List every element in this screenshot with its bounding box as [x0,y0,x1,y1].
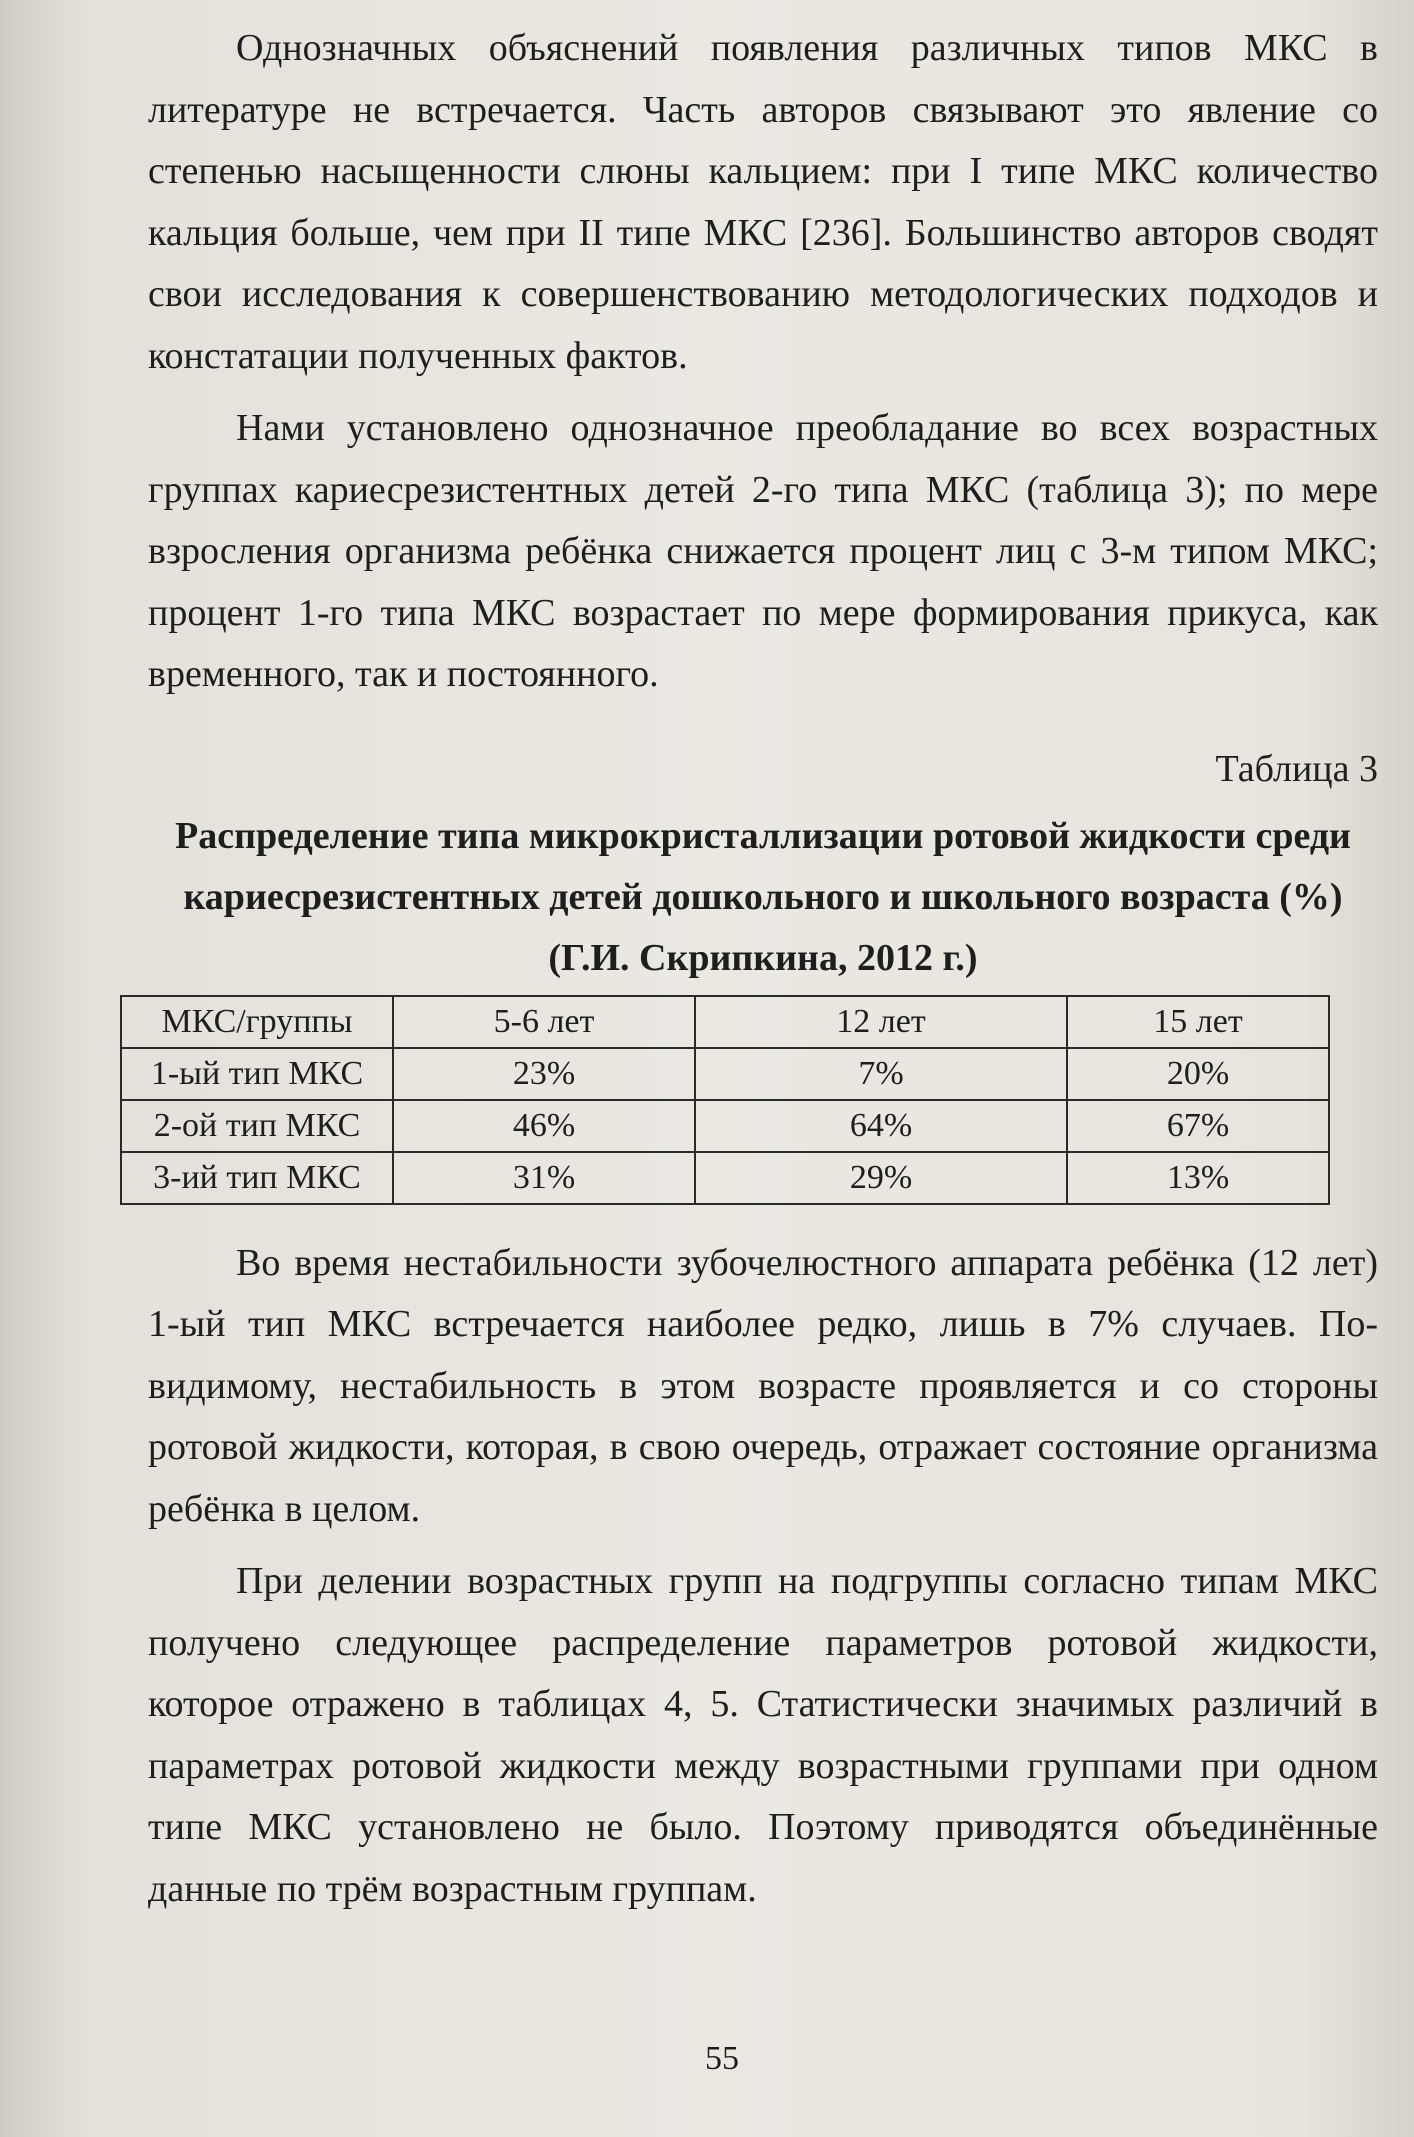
table-title: Распределение типа микрокристаллизации ротовой жидкости среди кариесрезистентных детей дошкольного и школьного возраста (%) [175,814,1351,918]
paragraph-intro: Однозначных объяснений появления различных типов МКС в литературе не встречается. Часть авторов связывают это явление со степенью насыщенности слюны кальцием: при I типе МКС количество кальция больше, чем при II типе МКС [236]. Большинство авторов сводят свои исследования к совершенствованию методологических подходов и констатации полученных фактов. [148,27,1378,377]
table-cell: 7% [695,1048,1067,1100]
paragraph-subgroups: При делении возрастных групп на подгруппы согласно типам МКС получено следующее распределение параметров ротовой жидкости, которое отражено в таблицах 4, 5. Статистически значимых различий в параметрах ротовой жидкости между возрастными группами при одном типе МКС установлено не было. Поэтому приводятся объединённые данные по трём возрастным группам. [148,1560,1378,1910]
table-cell: 13% [1067,1152,1329,1204]
table-cell: 23% [393,1048,695,1100]
table-row [121,1100,1329,1152]
table-author: (Г.И. Скрипкина, 2012 г.) [548,936,978,979]
header-cell: МКС/группы [121,996,393,1048]
table-cell: 67% [1067,1100,1329,1152]
header-cell: 5-6 лет [393,996,695,1048]
table-cell: 1-ый тип МКС [121,1048,393,1100]
table-label: Таблица 3 [1215,747,1378,790]
table-row [121,1152,1329,1204]
page-number: 55 [705,2040,739,2077]
table-cell: 20% [1067,1048,1329,1100]
page-content [148,18,1378,1920]
header-cell: 12 лет [695,996,1067,1048]
header-cell: 15 лет [1067,996,1329,1048]
table-cell: 46% [393,1100,695,1152]
paragraph-instability: Во время нестабильности зубочелюстного аппарата ребёнка (12 лет) 1-ый тип МКС встречается наиболее редко, лишь в 7% случаев. По-видимому, нестабильность в этом возрасте проявляется и со стороны ротовой жидкости, которая, в свою очередь, отражает состояние организма ребёнка в целом. [148,1241,1378,1530]
table-cell: 3-ий тип МКС [121,1152,393,1204]
table-cell: 31% [393,1152,695,1204]
table-cell: 29% [695,1152,1067,1204]
table-header-row [121,996,1329,1048]
table-cell: 2-ой тип МКС [121,1100,393,1152]
table-row [121,1048,1329,1100]
mks-distribution-table [120,995,1330,1205]
table-cell: 64% [695,1100,1067,1152]
paragraph-findings: Нами установлено однозначное преобладание во всех возрастных группах кариесрезистентных детей 2-го типа МКС (таблица 3); по мере взросления организма ребёнка снижается процент лиц с 3-м типом МКС; процент 1-го типа МКС возрастает по мере формирования прикуса, как временного, так и постоянного. [148,407,1378,695]
